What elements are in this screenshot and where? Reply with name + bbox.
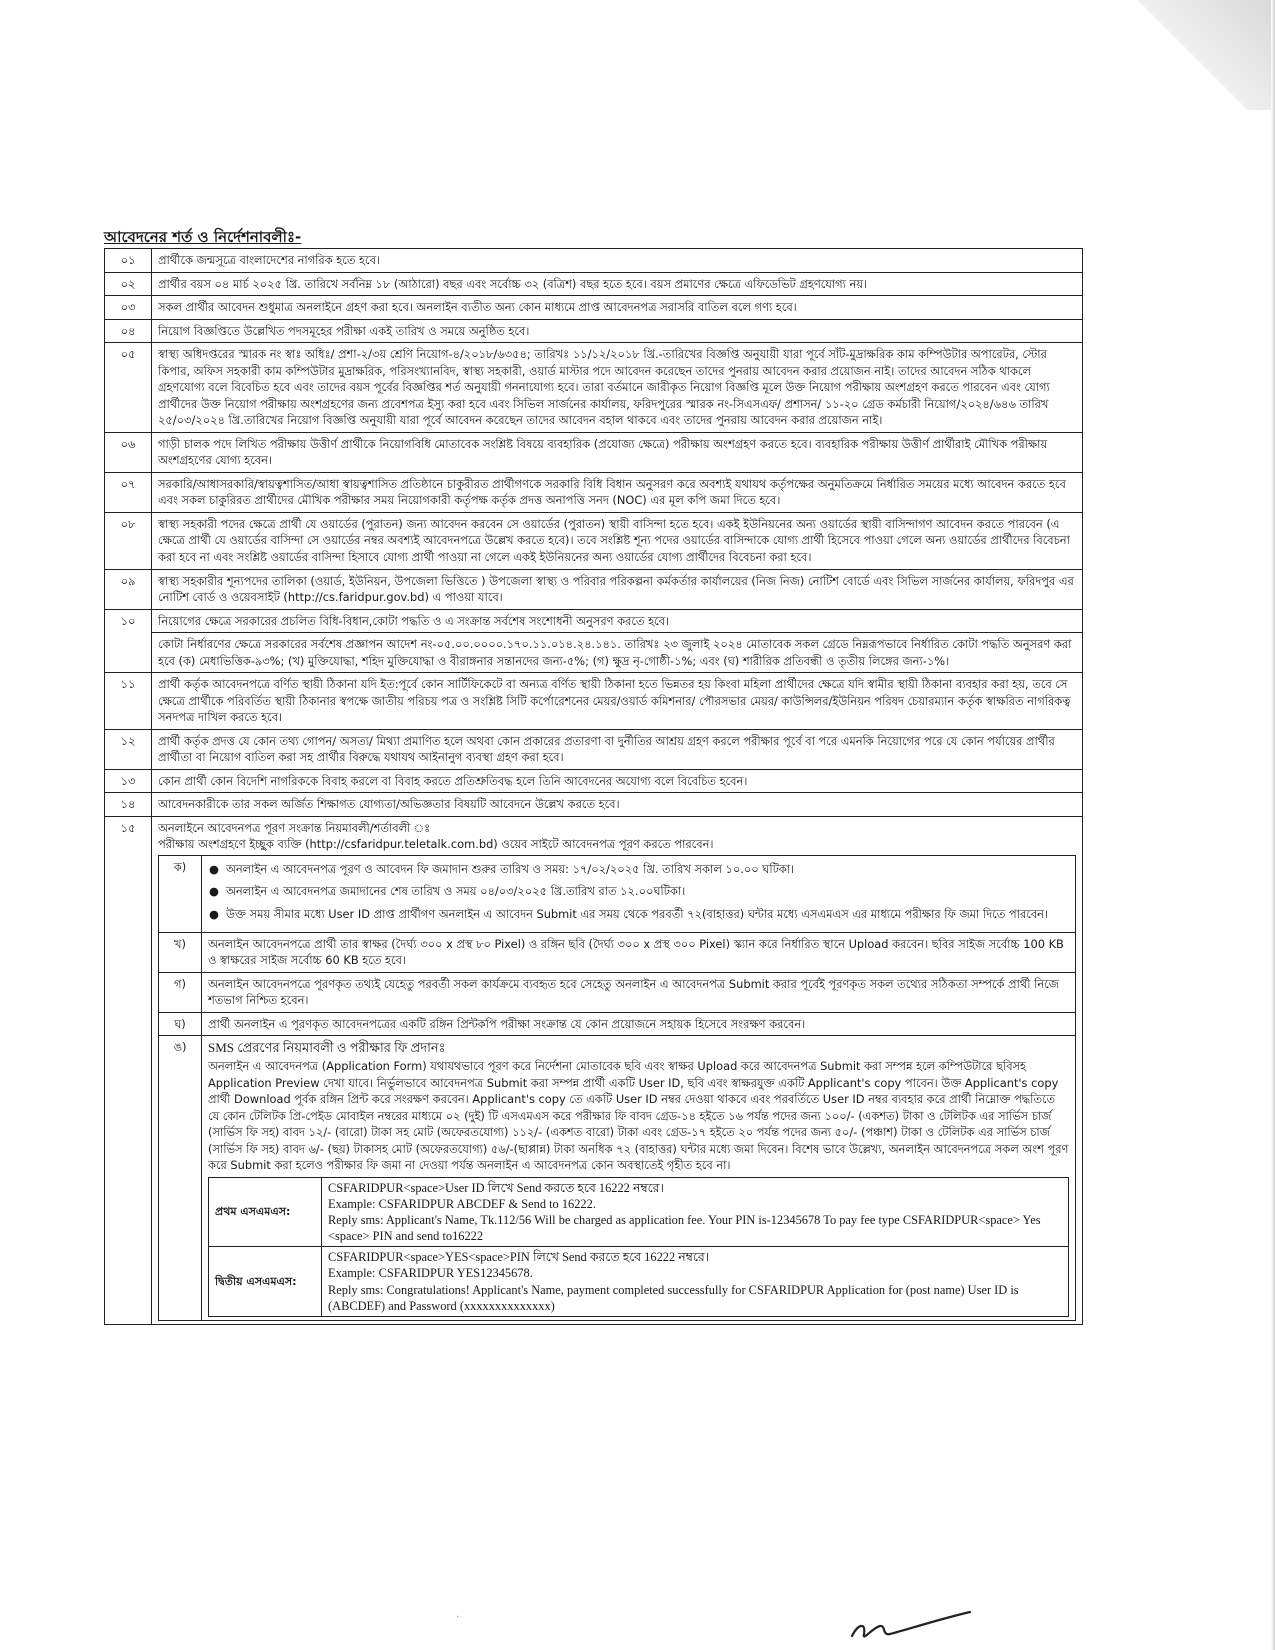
bullet-dot-icon: ●: [209, 907, 219, 921]
row-text: স্বাস্থ্য সহকারীর শূন্যপদের তালিকা (ওয়ার্ড, ইউনিয়ন, উপজেলা ভিত্তিতে ) উপজেলা স্বাস্থ্য ও পরিবার পরিকল্পনা কর্মকর্তার কার্যালয়ের (নিজ নিজ) নোটিশ বোর্ডে এবং সিভিল সার্জনের কার্যালয়, ফরিদপুর এর নোটিশ বোর্ড ও ওয়েবসাইট (http://cs.faridpur.gov.bd) এ পাওয়া যাবে।: [152, 569, 1083, 609]
online-rules-table: [158, 855, 1076, 1321]
row-number: ০৬: [105, 432, 152, 472]
row-text: স্বাস্থ্য অধিদপ্তরের স্মারক নং স্বাঃ অধিঃ/ প্রশা-২/৩য় শ্রেণি নিয়োগ-৪/২০১৮/৬৩৫৪; তারিখঃ ১১/১২/২০১৮ খ্রি.-তারিখের বিজ্ঞপ্তি অনুযায়ী যারা পূর্বে সাঁট-মুদ্রাক্ষরিক কাম কম্পিউটার অপারেটর, স্টোর কিপার, অফিস সহকারী কাম কম্পিউটার মুদ্রাক্ষরিক, পরিসংখ্যানবিদ, স্বাস্থ্য সহকারী, ওয়ার্ড মাস্টার পদে আবেদন করেছেন তাদের পুনরায় আবেদন করার প্রয়োজন নাই। তাদের আবেদন সঠিক থাকলে গ্রহণযোগ্য বলে বিবেচিত হবে এবং তাদের বয়স পূর্বের বিজ্ঞপ্তির শর্ত অনুযায়ী গননাযোগ্য হবে। তারা বর্তমানে জারীকৃত নিয়োগ বিজ্ঞপ্তি মূলে উক্ত নিয়োগ পরীক্ষায় অংশগ্রহণ করতে পারবেন এবং যোগ্য প্রার্থীদের উক্ত নিয়োগ পরীক্ষায় অংশগ্রহণের জন্য প্রবেশপত্র ইস্যু করা হবে এবং সিভিল সার্জনের কার্যালয়, ফরিদপুরের স্মারক নং-সিএসএফ/ প্রশাসন/ ১১-২০ গ্রেড কর্মচারী নিয়োগ/২০২৪/৬৪৬ তারিখ ২৫/০৩/২০২৪ খ্রি.তারিখের নিয়োগ বিজ্ঞপ্তি অনুযায়ী যারা পূর্বে আবেদন করেছেন তাদের আবেদন বহাল থাকবে এবং তাদের পুনরায় আবেদন করার প্রয়োজন নাই।: [152, 343, 1083, 433]
table-row: [105, 272, 1083, 296]
table-row: [105, 729, 1083, 769]
table-row: [105, 249, 1083, 273]
row-number: ০১: [105, 249, 152, 273]
table-row: [105, 512, 1083, 569]
sms-lines: [322, 1177, 1069, 1247]
sms-line: Reply sms: Applicant's Name, Tk.112/56 Will be charged as application fee. Your PIN is-12345678 To pay fee type CSFARIDPUR<space> Yes <space> PIN and send to16222: [328, 1213, 1041, 1244]
list-item: [208, 861, 1069, 878]
sub-row-ga: [159, 972, 1076, 1012]
sms-line: Example: CSFARIDPUR ABCDEF & Send to 16222.: [328, 1196, 596, 1211]
online-rules-intro: পরীক্ষায় অংশগ্রহণে ইচ্ছুক ব্যক্তি (http://csfaridpur.teletalk.com.bd) ওয়েব সাইটে আবেদনপত্র পূরণ করতে পারবেন।: [158, 837, 714, 852]
list-item: [208, 906, 1069, 923]
row-number: ১৪: [105, 793, 152, 817]
sms-instructions: [202, 1036, 1076, 1321]
page-edge-shadow: [1271, 0, 1275, 1650]
table-row: [105, 673, 1083, 730]
sms-section-title: SMS প্রেরণের নিয়মাবলী ও পরীক্ষার ফি প্রদানঃ: [208, 1040, 446, 1056]
sub-row-uma: [159, 1036, 1076, 1321]
sms-label: প্রথম এসএমএস:: [209, 1177, 322, 1247]
signature-mark: [846, 1606, 976, 1646]
row-number: ১৫: [105, 816, 152, 1324]
sms-label: দ্বিতীয় এসএমএস:: [209, 1247, 322, 1317]
row-number: ১১: [105, 673, 152, 730]
online-rules-title: অনলাইনে আবেদনপত্র পূরণ সংক্রান্ত নিয়মাবলী/শর্তাবলী ঃ: [158, 820, 431, 835]
sub-label: খ): [159, 932, 202, 972]
sub-text: অনলাইন আবেদনপত্রে প্রার্থী তার স্বাক্ষর (দৈর্ঘ্য ৩০০ x প্রস্থ ৮০ Pixel) ও রঙ্গিন ছবি (দৈর্ঘ্য ৩০০ x প্রস্থ ৩০০ Pixel) স্ক্যান করে নির্ধারিত স্থানে Upload করবেন। ছবির সাইজ সর্বোচ্চ 100 KB ও স্বাক্ষরের সাইজ সর্বোচ্চ 60 KB হতে হবে।: [202, 932, 1076, 972]
row-number: ১২: [105, 729, 152, 769]
bullet-dot-icon: ●: [209, 884, 219, 899]
row-text: প্রার্থীকে জন্মসূত্রে বাংলাদেশের নাগরিক হতে হবে।: [152, 249, 1083, 273]
bullet-text: অনলাইন এ আবেদনপত্র জমাদানের শেষ তারিখ ও সময় ০৪/০৩/২০২৫ খ্রি.তারিখ রাত ১২.০০ঘটিকা।: [226, 884, 686, 899]
table-row: [105, 816, 1083, 1324]
sub-label: ঙ): [159, 1036, 202, 1321]
row-text: প্রার্থী কর্তৃক আবেদনপত্রে বর্ণিত স্থায়ী ঠিকানা যদি ইত:পূর্বে কোন সার্টিফিকেটে বা অন্যত্র বর্ণিত স্থায়ী ঠিকানা হতে ভিন্নতর হয় কিংবা মহিলা প্রার্থীদের ক্ষেত্রে যদি স্বামীর স্থায়ী ঠিকানা ব্যবহার করা হয়, তবে সে ক্ষেত্রে প্রার্থীকে পরিবর্তিত স্থায়ী ঠিকানার স্বপক্ষে জাতীয় পরিচয় পত্র ও সংশ্লিষ্ট সিটি কর্পোরেশনের মেয়র/ওয়ার্ড কমিশনার/ পৌরসভার মেয়র/ কাউন্সিলর/ইউনিয়ন পরিষদ চেয়ারম্যান কর্তৃক স্বাক্ষরিত নাগরিকত্ব সনদপত্র দাখিল করতে হবে।: [152, 673, 1083, 730]
row-number: ০৮: [105, 512, 152, 569]
bullet-text: অনলাইন এ আবেদনপত্র পূরণ ও আবেদন ফি জমাদান শুরুর তারিখ ও সময়: ১৭/০২/২০২৫ খ্রি. তারিখ সকাল ১০.০০ ঘটিকা।: [226, 861, 795, 876]
sub-row-kha: [159, 932, 1076, 972]
table-row: [105, 343, 1083, 433]
row-number: ০৩: [105, 296, 152, 320]
sub-row-gha: [159, 1012, 1076, 1036]
row-text: প্রার্থীর বয়স ০৪ মার্চ ২০২৫ খ্রি. তারিখে সর্বনিম্ন ১৮ (আঠারো) বছর এবং সর্বোচ্চ ৩২ (বত্রিশ) বছর হতে হবে। বয়স প্রমাণের ক্ষেত্রে এফিডেভিট গ্রহণযোগ্য নয়।: [152, 272, 1083, 296]
quota-text: কোটা নির্ধারণের ক্ষেত্রে সরকারের সর্বশেষ প্রজ্ঞাপন আদেশ নং-০৫.০০.০০০০.১৭০.১১.০১৪.২৪.১৪১. তারিখঃ ২৩ জুলাই ২০২৪ মোতাবেক সকল গ্রেডে নিম্নরূপভাবে নির্ধারিত কোটা পদ্ধতি অনুসরণ করা হবে (ক) মেধাভিত্তিক-৯৩%; (খ) মুক্তিযোদ্ধা, শহিদ মুক্তিযোদ্ধা ও বীরাঙ্গনার সন্তানদের জন্য-৫%; (গ) ক্ষুদ্র নৃ-গোষ্ঠী-১%; এবং (ঘ) শারীরিক প্রতিবন্ধী ও তৃতীয় লিঙ্গের জন্য-১%।: [152, 632, 1082, 669]
sms-lines: [322, 1247, 1069, 1317]
row-number: ০৭: [105, 472, 152, 512]
row-text: সরকারি/আধাসরকারি/স্বায়ত্বশাসিত/আধা স্বায়ত্বশাসিত প্রতিষ্ঠানে চাকুরীরত প্রার্থীগণকে সরকারি বিধি বিধান অনুসরণ করে অবশ্যই যথাযথ কর্তৃপক্ষের অনুমতিক্রমে নির্ধারিত সময়ের মধ্যে আবেদন করতে হবে এবং সকল চাকুরিরত প্রার্থীদের মৌখিক পরীক্ষার সময় নিয়োগকারী কর্তৃপক্ষ কর্তৃক প্রদত্ত অনাপত্তি সনদ (NOC) এর মূল কপি জমা দিতে হবে।: [152, 472, 1083, 512]
row-number: ০৫: [105, 343, 152, 433]
table-row: [105, 609, 1083, 673]
scan-speck: ·: [456, 1612, 460, 1623]
sms-row-second: [209, 1247, 1069, 1317]
sub-text: [202, 855, 1076, 932]
table-row: [105, 296, 1083, 320]
sub-label: গ): [159, 972, 202, 1012]
row-text: আবেদনকারীকে তার সকল অর্জিত শিক্ষাগত যোগ্যতা/অভিজ্ঞতার বিষয়টি আবেদনে উল্লেখ করতে হবে।: [152, 793, 1083, 817]
table-row: [105, 769, 1083, 793]
row-text: প্রার্থী কর্তৃক প্রদত্ত যে কোন তথ্য গোপন/ অসত্য/ মিথ্যা প্রমাণিত হলে অথবা কোন প্রকারের প্রতারণা বা দুর্নীতির আশ্রয় গ্রহণ করলে পরীক্ষার পূর্বে বা পরে এমনকি নিয়োগের পরে যে কোন পর্যায়ের প্রার্থীর প্রার্থীতা বা নিয়োগ বাতিল করা সহ প্রার্থীর বিরুদ্ধে যথাযথ আইনানুগ ব্যবস্থা গ্রহণ করা হবে।: [152, 729, 1083, 769]
list-item: [208, 883, 1069, 900]
row-number: ১০: [105, 609, 152, 673]
row-text: সকল প্রার্থীর আবেদন শুধুমাত্র অনলাইনে গ্রহণ করা হবে। অনলাইন ব্যতীত অন্য কোন মাধ্যমে প্রাপ্ত আবেদনপত্র সরাসরি বাতিল বলে গণ্য হবে।: [152, 296, 1083, 320]
row-text: কোন প্রার্থী কোন বিদেশি নাগরিককে বিবাহ করলে বা বিবাহ করতে প্রতিশ্রুতিবদ্ধ হলে তিনি আবেদনের অযোগ্য বলে বিবেচিত হবেন।: [152, 769, 1083, 793]
row-text: [152, 609, 1083, 673]
sms-line: CSFARIDPUR<space>YES<space>PIN লিখে Send করতে হবে 16222 নম্বরে।: [328, 1250, 710, 1265]
sms-line: Reply sms: Congratulations! Applicant's Name, payment completed successfully for CSFARIDPUR Application for (post name) User ID is (ABCDEF) and Password (xxxxxxxxxxxxxx): [328, 1282, 1019, 1313]
row-text: স্বাস্থ্য সহকারী পদের ক্ষেত্রে প্রার্থী যে ওয়ার্ডের (পুরাতন) জন্য আবেদন করবেন সে ওয়ার্ডের (পুরাতন) স্থায়ী বাসিন্দা হতে হবে। একই ইউনিয়নের অন্য ওয়ার্ডের স্থায়ী বাসিন্দাগণ আবেদন করতে পারবেন (এ ক্ষেত্রে প্রার্থী যে ওয়ার্ডের বাসিন্দা সে ওয়ার্ডের নম্বর অবশ্যই আবেদনপত্রে উল্লেখ করতে হবে)। তবে সংশ্লিষ্ট শূন্য পদের ওয়ার্ডের বাসিন্দাকে যোগ্য প্রার্থী হিসেবে পাওয়া গেলে অন্য ওয়ার্ডের প্রার্থীদের বিবেচনা করা হবে না এবং সংশ্লিষ্ট ওয়ার্ডের বাসিন্দা হিসাবে যোগ্য প্রার্থী পাওয়া না গেলে একই ইউনিয়নের অন্য ওয়ার্ডের যোগ্য প্রার্থীদের বিবেচনা করা হবে।: [152, 512, 1083, 569]
row-text-main: নিয়োগের ক্ষেত্রে সরকারের প্রচলিত বিধি-বিধান,কোটা পদ্ধতি ও এ সংক্রান্ত সর্বশেষ সংশোধনী অনুসরণ করতে হবে।: [158, 613, 670, 628]
table-row: [105, 319, 1083, 343]
sms-section-text: অনলাইন এ আবেদনপত্র (Application Form) যথাযথভাবে পূরণ করে নির্দেশনা মোতাবেক ছবি এবং স্বাক্ষর Upload করে আবেদনপত্র Submit করা সম্পন্ন হলে কম্পিউটারে ছবিসহ Application Preview দেখা যাবে। নির্ভুলভাবে আবেদনপত্র Submit করা সম্পন্ন প্রার্থী একটি User ID, ছবি এবং স্বাক্ষরযুক্ত একটি Applicant's copy পাবেন। উক্ত Applicant's copy প্রার্থী Download পূর্বক রঙ্গিন প্রিন্ট করে সংরক্ষণ করবেন। Applicant's copy তে একটি User ID নম্বর দেওয়া থাকবে এবং পরবর্তিতে User ID নম্বর ব্যবহার করে প্রার্থী নিম্নোক্ত পদ্ধতিতে যে কোন টেলিটক প্রি-পেইড মোবাইল নম্বরের মাধ্যমে ০২ (দুই) টি এসএমএস করে পরীক্ষার ফি বাবদ গ্রেড-১৪ হইতে ১৬ পর্যন্ত পদের জন্য ১০০/- (একশত) টাকা ও টেলিটক এর সার্ভিস চার্জ (সার্ভিস ফি সহ) বাবদ ১২/- (বারো) টাকা সহ মোট (অফেরতযোগ্য) ১১২/- (একশত বারো) টাকা এবং গ্রেড-১৭ হইতে ২০ পর্যন্ত পদের জন্য ৫০/- (পঞ্চাশ) টাকা ও টেলিটক এর সার্ভিস চার্জ (সার্ভিস ফি সহ) বাবদ ৬/- (ছয়) টাকাসহ মোট (অফেরতযোগ্য) ৫৬/-(ছাপ্পান্ন) টাকা অনধিক ৭২ (বাহাত্তর) ঘন্টার মধ্যে জমা দিবেন। বিশেষ ভাবে উল্লেখ্য, অনলাইন আবেদনপত্রে সকল অংশ পূরণ করে Submit করা হলেও পরীক্ষার ফি জমা না দেওয়া পর্যন্ত অনলাইন এ আবেদনপত্র কোন অবস্থাতেই গৃহীত হবে না।: [208, 1059, 1069, 1173]
sms-table: [208, 1177, 1069, 1317]
row-number: ০২: [105, 272, 152, 296]
row-text: গাড়ী চালক পদে লিখিত পরীক্ষায় উত্তীর্ণ প্রার্থীকে নিয়োগবিধি মোতাবেক সংশ্লিষ্ট বিষয়ে ব্যবহারিক (প্রযোজ্য ক্ষেত্রে) পরীক্ষায় অংশগ্রহণ করতে হবে। ব্যবহারিক পরীক্ষায় উত্তীর্ণ প্রার্থীরাই মৌখিক পরীক্ষায় অংশগ্রহণের যোগ্য হবেন।: [152, 432, 1083, 472]
bullet-dot-icon: ●: [209, 861, 219, 876]
terms-table: [104, 248, 1083, 1325]
row-number: ১৩: [105, 769, 152, 793]
table-row: [105, 472, 1083, 512]
online-application-cell: [152, 816, 1083, 1324]
sms-line: CSFARIDPUR<space>User ID লিখে Send করতে হবে 16222 নম্বরে।: [328, 1180, 664, 1195]
sub-row-ka: [159, 855, 1076, 932]
row-text: নিয়োগ বিজ্ঞপ্তিতে উল্লেখিত পদসমূহের পরীক্ষা একই তারিখ ও সময়ে অনুষ্ঠিত হবে।: [152, 319, 1083, 343]
sub-label: ঘ): [159, 1012, 202, 1036]
row-number: ০৪: [105, 319, 152, 343]
sms-line: Example: CSFARIDPUR YES12345678.: [328, 1266, 533, 1281]
sub-text: অনলাইন আবেদনপত্রে পূরণকৃত তথ্যই যেহেতু পরবর্তী সকল কার্যক্রমে ব্যবহৃত হবে সেহেতু অনলাইন এ আবেদনপত্র Submit করার পূর্বেই পূরণকৃত সকল তথ্যের সঠিকতা সম্পর্কে প্রার্থী নিজে শতভাগ নিশ্চিত হবেন।: [202, 972, 1076, 1012]
table-row: [105, 793, 1083, 817]
sub-label: ক): [159, 855, 202, 932]
page-corner-fold: [1045, 0, 1275, 110]
sms-row-first: [209, 1177, 1069, 1247]
section-heading: আবেদনের শর্ত ও নির্দেশনাবলীঃ-: [104, 228, 302, 246]
bullet-text: উক্ত সময় সীমার মধ্যে User ID প্রাপ্ত প্রার্থীগণ অনলাইন এ আবেদন Submit এর সময় থেকে পরবর্তী ৭২(বাহাত্তর) ঘন্টার মধ্যে এসএমএস এর মাধ্যমে পরীক্ষার ফি জমা দিতে পারবেন।: [226, 907, 1048, 921]
table-row: [105, 569, 1083, 609]
sub-text: প্রার্থী অনলাইন এ পূরণকৃত আবেদনপত্রের একটি রঙ্গিন প্রিন্টকপি পরীক্ষা সংক্রান্ত যে কোন প্রয়োজনে সহায়ক হিসেবে সংরক্ষণ করবেন।: [202, 1012, 1076, 1036]
row-number: ০৯: [105, 569, 152, 609]
table-row: [105, 432, 1083, 472]
